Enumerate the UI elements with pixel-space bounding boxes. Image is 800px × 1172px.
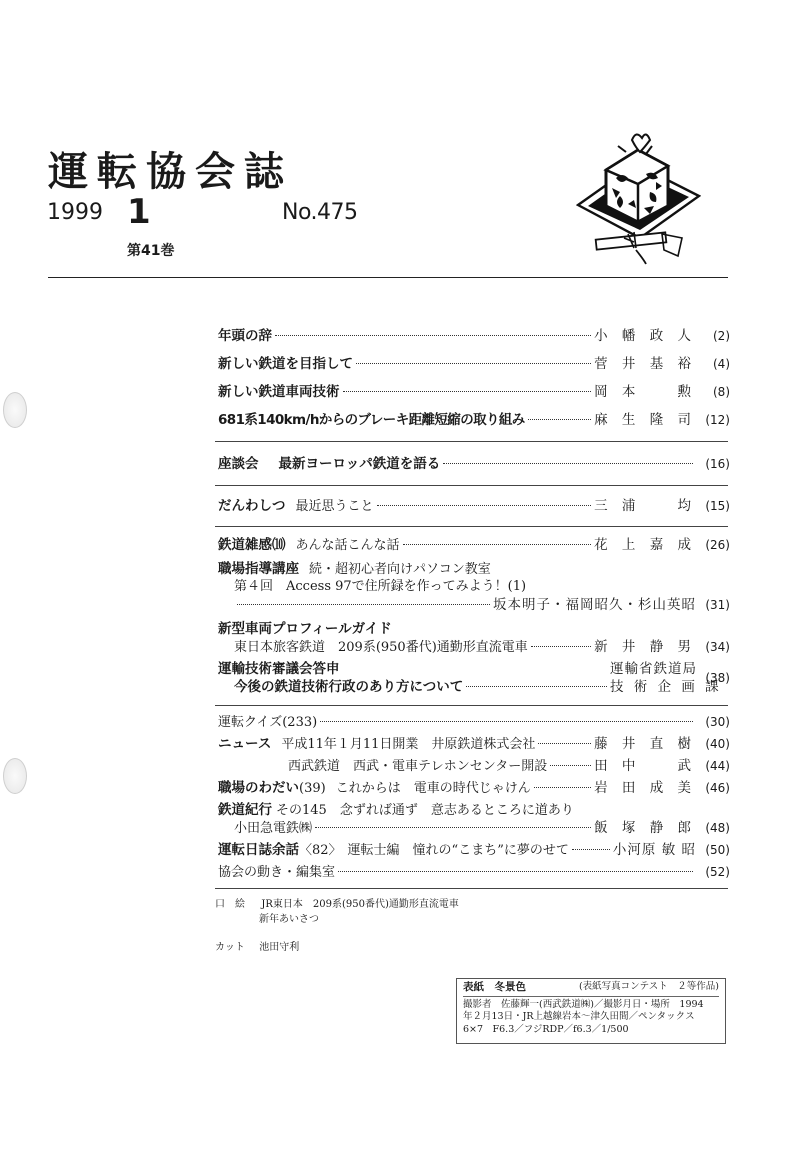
entry-author: 坂本明子・福岡昭久・杉山英昭 (493, 597, 696, 613)
entry-author: 新 井 静 男 (594, 639, 696, 655)
frontispiece-note (215, 895, 459, 910)
frontispiece-item: 新年あいさつ (259, 914, 319, 925)
entry-title: 座談会 (218, 456, 259, 472)
cover-credit-line: 6×7 F6.3／フジRDP／f6.3／1/500 (463, 1023, 629, 1035)
entry-subtitle: その145 念ずれば通ず 意志あるところに道あり (276, 803, 574, 818)
leader-dots (531, 646, 591, 647)
entry-page: (12) (705, 413, 730, 427)
entry-subtitle: あんな話こんな話 (295, 538, 400, 553)
toc-entry[interactable] (218, 354, 730, 374)
leader-dots (550, 765, 591, 766)
toc-entry[interactable] (218, 862, 730, 882)
frontispiece-note (259, 910, 319, 925)
toc-entry[interactable] (218, 496, 730, 516)
leader-dots (534, 787, 591, 788)
cover-credit-line: 撮影者 佐藤輝一(西武鉄道㈱)／撮影月日・場所 1994 (463, 998, 704, 1010)
entry-title: だんわしつ (218, 498, 286, 514)
toc-entry-line (218, 671, 730, 697)
volume-number: 第41巻 (127, 243, 175, 259)
cover-label: 表紙 冬景色 (463, 981, 526, 993)
entry-title: 年頭の辞 (218, 328, 272, 344)
entry-title: 協会の動き・編集室 (218, 865, 336, 880)
section-divider (215, 485, 728, 486)
punch-hole (3, 392, 27, 428)
entry-subtitle-line2: 小田急電鉄㈱ (234, 821, 313, 836)
toc-entry[interactable] (218, 410, 730, 430)
entry-page: (4) (713, 357, 730, 371)
issue-year: 1999 (47, 200, 103, 225)
entry-number: (39) (299, 781, 326, 796)
entry-author: 田 中 武 (594, 758, 696, 774)
entry-title: ニュース (218, 736, 272, 752)
frontispiece-item: JR東日本 209系(950番代)通勤形直流電車 (261, 899, 459, 910)
toc-entry[interactable] (218, 659, 730, 679)
leader-dots (403, 544, 592, 545)
kadomatsu-logo-icon (576, 130, 701, 265)
entry-subtitle: 今後の鉄道技術行政のあり方について (234, 679, 464, 695)
entry-author: 運輸省鉄道局 (610, 661, 697, 677)
entry-author: 小河原 敏 昭 (612, 842, 696, 858)
entry-title: 職場のわだい (218, 780, 299, 796)
entry-author: 藤 井 直 樹 (594, 736, 696, 752)
entry-page: (30) (705, 715, 730, 729)
entry-author: 岡 本 勲 (594, 384, 696, 400)
cover-info-box (456, 978, 726, 1044)
toc-entry[interactable] (218, 800, 730, 820)
entry-page: (52) (705, 865, 730, 879)
entry-author: 菅 井 基 裕 (594, 356, 696, 372)
entry-page: (2) (713, 329, 730, 343)
punch-hole (3, 758, 27, 794)
section-divider (215, 888, 728, 889)
entry-subtitle: これからは 電車の時代じゃけん (335, 781, 531, 796)
toc-entry-line (218, 595, 730, 615)
entry-title: 運転クイズ(233) (218, 715, 318, 730)
leader-dots (528, 419, 591, 420)
leader-dots (466, 686, 607, 687)
entry-page: (46) (705, 781, 730, 795)
entry-author: 三 浦 均 (594, 498, 696, 514)
entry-title: 681系140km/hからのブレーキ距離短縮の取り組み (218, 412, 525, 428)
issue-number: No.475 (282, 200, 358, 225)
toc-entry[interactable] (218, 559, 730, 579)
cover-credit-line: 年２月13日・JR上越線岩本～津久田間／ペンタックス (463, 1011, 695, 1022)
entry-title: 新しい鉄道を目指して (218, 356, 353, 372)
toc-entry[interactable] (218, 382, 730, 402)
toc-entry[interactable] (218, 619, 730, 639)
entry-subtitle: 東日本旅客鉄道 209系(950番代)通勤形直流電車 (234, 640, 528, 655)
entry-page: (50) (705, 843, 730, 857)
toc-entry[interactable] (218, 712, 730, 732)
frontispiece-label: 口 絵 (215, 899, 245, 910)
entry-page: (38) (705, 671, 730, 685)
entry-author: 花 上 嘉 成 (594, 537, 696, 553)
leader-dots (377, 505, 592, 506)
masthead-divider (48, 277, 728, 278)
entry-title: 新しい鉄道車両技術 (218, 384, 340, 400)
toc-entry[interactable] (218, 535, 730, 555)
entry-page: (34) (705, 640, 730, 654)
entry-subtitle: 西武鉄道 西武・電車テレホンセンター開設 (288, 759, 548, 774)
leader-dots (315, 827, 591, 828)
entry-subtitle: 最近思うこと (295, 499, 374, 514)
toc-entry[interactable] (218, 734, 730, 754)
entry-title: 鉄道紀行 (218, 802, 272, 818)
toc-entry-line (218, 577, 730, 597)
section-divider (215, 705, 728, 706)
leader-dots (356, 363, 591, 364)
entry-title: 職場指導講座 (218, 561, 299, 577)
leader-dots (275, 335, 591, 336)
cover-contest: (表紙写真コンテスト ２等作品) (578, 981, 719, 992)
entry-page: (15) (705, 499, 730, 513)
leader-dots (443, 463, 693, 464)
toc-entry[interactable] (218, 840, 730, 860)
toc-entry[interactable] (288, 756, 730, 776)
leader-dots (538, 743, 591, 744)
entry-page: (40) (705, 737, 730, 751)
leader-dots (320, 721, 693, 722)
entry-number: 〈82〉 (299, 843, 342, 858)
entry-author-line2: 技 術 企 画 課 (610, 679, 722, 695)
leader-dots (237, 604, 490, 605)
entry-author: 小 幡 政 人 (594, 328, 696, 344)
cut-artist: 池田守利 (259, 942, 300, 953)
entry-subtitle: 最新ヨーロッパ鉄道を語る (278, 456, 441, 472)
entry-page: (8) (713, 385, 730, 399)
magazine-title: 運転協会誌 (48, 149, 293, 195)
entry-author: 岩 田 成 美 (594, 780, 696, 796)
entry-subtitle: 続・超初心者向けパソコン教室 (309, 562, 491, 577)
entry-page: (16) (705, 457, 730, 471)
entry-title: 新型車両プロフィールガイド (218, 621, 392, 637)
cover-divider (463, 996, 719, 997)
entry-subtitle-line2: 第４回 Access 97で住所録を作ってみよう！(1) (234, 579, 527, 594)
leader-dots (343, 391, 592, 392)
entry-title: 運転日誌余話 (218, 842, 299, 858)
toc-entry[interactable] (218, 326, 730, 346)
entry-page: (44) (705, 759, 730, 773)
entry-title: 運輸技術審議会答申 (218, 661, 340, 677)
toc-entry-line (218, 637, 730, 657)
issue-month: 1 (127, 192, 151, 232)
section-divider (215, 526, 728, 527)
entry-subtitle: 平成11年１月11日開業 井原鉄道株式会社 (281, 737, 536, 752)
entry-author: 飯 塚 静 郎 (594, 820, 696, 836)
section-divider (215, 441, 728, 442)
entry-author: 麻 生 隆 司 (594, 412, 696, 428)
entry-page: (31) (705, 598, 730, 612)
toc-entry[interactable] (218, 778, 730, 798)
cut-credit (215, 938, 299, 953)
cut-label: カット (215, 942, 245, 953)
leader-dots (572, 849, 610, 850)
leader-dots (338, 871, 693, 872)
toc-entry-line (218, 818, 730, 838)
entry-title: 鉄道雑感⑽ (218, 537, 286, 553)
entry-subtitle: 運転士編 憧れの“こまち”に夢のせて (347, 843, 569, 858)
entry-page: (26) (705, 538, 730, 552)
toc-entry[interactable] (218, 454, 730, 474)
entry-page: (48) (705, 821, 730, 835)
